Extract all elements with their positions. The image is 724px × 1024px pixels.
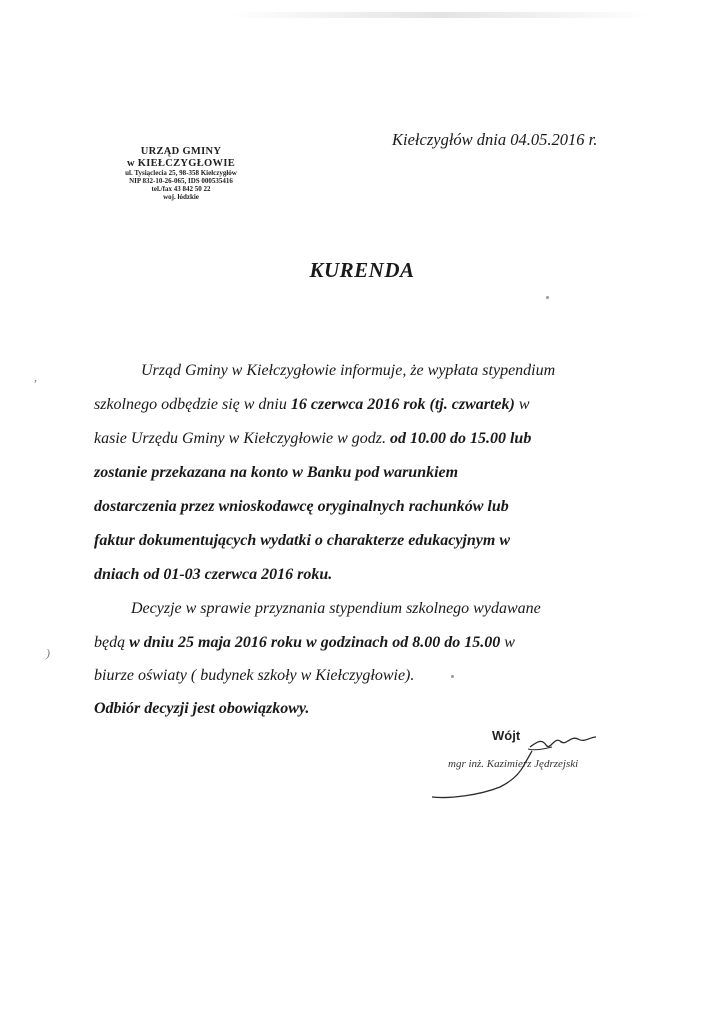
body-line: biurze oświaty ( budynek szkoły w Kiełczygłowie). [94, 667, 415, 684]
signature-role: Wójt [492, 728, 521, 743]
stamp-line-address: ul. Tysiąclecia 25, 98-358 Kiełczygłów [125, 169, 237, 177]
document-title: KURENDA [309, 258, 415, 282]
margin-mark: ) [46, 646, 50, 660]
stamp-line-province: woj. łódzkie [163, 193, 199, 201]
scan-speck [546, 296, 549, 299]
body-line: szkolnego odbędzie się w dniu 16 czerwca 2016 rok (tj. czwartek) w [94, 396, 530, 413]
margin-mark: , [34, 370, 37, 384]
body-line: dniach od 01-03 czerwca 2016 roku. [94, 566, 333, 583]
office-stamp [78, 147, 284, 201]
scan-smudge [230, 12, 650, 18]
stamp-line-ids: NIP 832-10-26-065, IDS 000535416 [129, 177, 233, 185]
body-line: faktur dokumentujących wydatki o charakterze edukacyjnym w [94, 532, 510, 549]
closing-statement: Odbiór decyzji jest obowiązkowy. [94, 700, 310, 717]
body-line: kasie Urzędu Gminy w Kiełczygłowie w godz. od 10.00 do 15.00 lub [94, 430, 532, 447]
stamp-line-phone: tel./fax 43 842 50 22 [151, 185, 211, 193]
document-date: Kiełczygłów dnia 04.05.2016 r. [392, 130, 598, 149]
body-line: będą w dniu 25 maja 2016 roku w godzinach od 8.00 do 15.00 w [94, 634, 515, 651]
body-line: Decyzje w sprawie przyznania stypendium szkolnego wydawane [131, 600, 541, 617]
signatory-name: mgr inż. Kazimierz Jędrzejski [448, 758, 579, 770]
stamp-line-town: w KIEŁCZYGŁOWIE [126, 157, 236, 169]
stamp-line-office: URZĄD GMINY [140, 146, 222, 157]
body-line: dostarczenia przez wnioskodawcę oryginalnych rachunków lub [94, 498, 509, 515]
scan-speck [451, 675, 454, 678]
body-line: Urząd Gminy w Kiełczygłowie informuje, że wypłata stypendium [141, 362, 556, 379]
body-line: zostanie przekazana na konto w Banku pod warunkiem [94, 464, 459, 481]
